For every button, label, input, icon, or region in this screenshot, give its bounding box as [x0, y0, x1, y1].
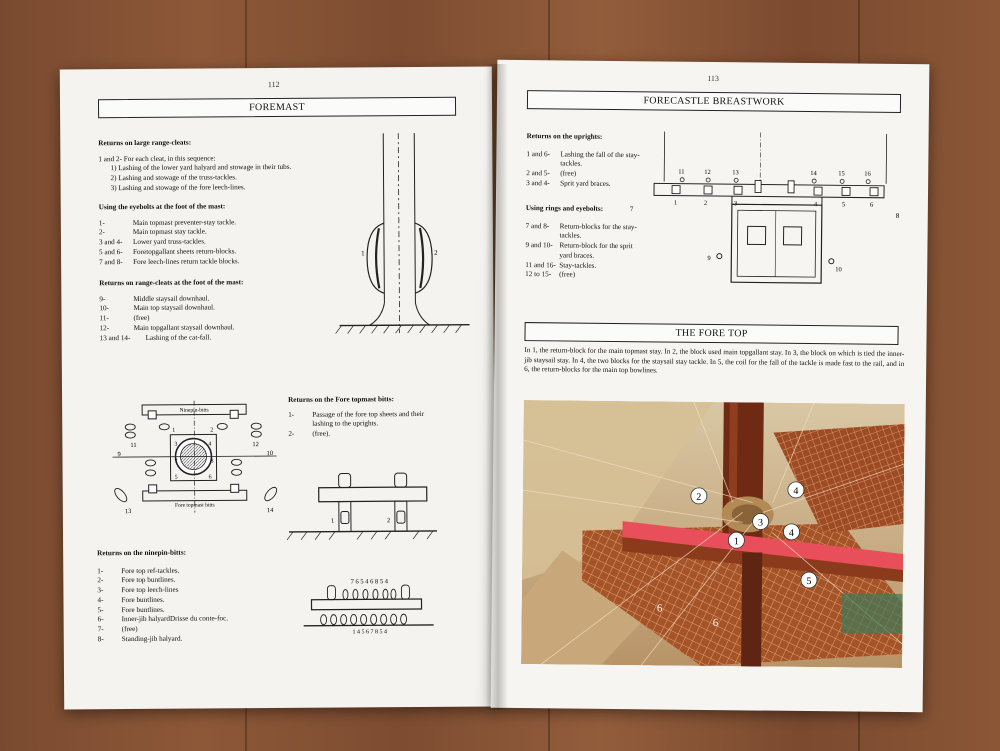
bw-label-3: 3 — [733, 200, 738, 208]
photo-marker-3: 3 — [758, 517, 764, 529]
item-key: 3- — [97, 586, 104, 595]
bitts-label-2: 2 — [386, 517, 391, 525]
bw-label-2: 2 — [703, 199, 708, 207]
photo-marker-6b: 6 — [712, 617, 719, 630]
item-key: 1- — [98, 218, 105, 227]
item-key: 1- — [97, 566, 104, 575]
list-item — [98, 634, 268, 645]
plan-label-7: 7 — [174, 458, 178, 465]
list-item — [288, 429, 428, 440]
item-value: (free) — [559, 270, 576, 279]
book-gutter — [486, 64, 508, 710]
photo-marker-4a: 4 — [793, 485, 799, 497]
fore-topmast-bitts-diagram — [283, 467, 444, 548]
bw-label-7: 7 — [629, 205, 634, 214]
item-value: Main topgallant staysail downhaul. — [133, 323, 235, 332]
bw-label-4: 4 — [813, 201, 818, 209]
bw-label-9: 9 — [707, 254, 711, 262]
mast-label-2: 2 — [434, 248, 438, 257]
list-item: 1) Lashing of the lower yard halyard and stowage in their tubs. — [110, 163, 292, 173]
item-value: Fore leech-lines return tackle blocks. — [133, 256, 240, 266]
fore-top-description: In 1, the return-block for the main topmast stay. In 2, the block used main topgallant stay. In 3, the block on which is tied the inner-jib staysail stay. In 4, the two blocks for the staysail stay tackle. In 5, the coil for the fall of the tackle is made fast to the rail, and in 6, the return-blocks for the main top bowlines. — [524, 346, 905, 375]
item-key: 7 and 8- — [99, 257, 123, 266]
range-cleats-section — [98, 138, 318, 194]
mast-foot-diagram — [328, 133, 479, 344]
item-value: Middle staysail downhaul. — [133, 294, 210, 303]
item-key: 1- — [288, 410, 295, 419]
section-heading: Returns on the Fore topmast bitts: — [288, 395, 394, 404]
plan-label-12: 12 — [252, 441, 259, 449]
item-key: 8- — [97, 634, 104, 644]
plan-label-6: 6 — [208, 474, 212, 481]
photo-marker-5: 5 — [806, 576, 812, 588]
item-key: 12- — [99, 324, 110, 333]
bw-label-5: 5 — [841, 201, 846, 209]
plan-label-4: 4 — [208, 441, 212, 448]
item-key: 2- — [288, 430, 295, 439]
item-key: 10- — [99, 304, 110, 313]
page-number: 112 — [267, 79, 280, 90]
ninepin-bitts-diagram — [283, 575, 443, 646]
item-value: Foretopgallant sheets return-blocks. — [133, 247, 237, 256]
item-value: (free) — [133, 314, 150, 323]
item-key: 13 and 14- — [99, 333, 131, 342]
eyebolts-section — [99, 202, 329, 268]
item-key: 7 and 8- — [525, 221, 550, 231]
plan-label-9: 9 — [117, 451, 121, 459]
item-value: Return-block for the sprit yard braces. — [559, 241, 633, 260]
page-number: 113 — [707, 73, 719, 84]
ninepin-bottom-numbers: 1 4 5 6 7 8 5 4 — [352, 629, 387, 636]
item-key: 4- — [97, 596, 104, 605]
plan-label-1: 1 — [172, 427, 176, 434]
item-key: 2- — [97, 576, 104, 585]
bw-label-15: 15 — [838, 170, 845, 178]
item-key: 9- — [99, 294, 106, 303]
photo-marker-2: 2 — [696, 491, 702, 503]
item-value: Return-blocks for the stay-tackles. — [559, 222, 637, 241]
item-value: (free) — [121, 625, 138, 634]
photo-marker-4b: 4 — [788, 527, 795, 539]
list-item — [100, 332, 340, 343]
item-key: 1 and 6- — [526, 149, 551, 159]
item-value: Main topmast preventer-stay tackle. — [132, 218, 237, 227]
item-value: Main topmast stay tackle. — [132, 227, 207, 237]
plan-label-11: 11 — [130, 441, 137, 450]
list-item: 2) Lashing and stowage of the truss-tackles. — [110, 173, 237, 183]
item-key: 5- — [97, 605, 104, 614]
breastwork-diagram — [623, 131, 915, 294]
item-value: Lashing of the cat-fall. — [145, 333, 212, 342]
section-heading: Returns on range-cleats at the foot of the mast: — [99, 278, 244, 288]
section-heading: Using the eyebolts at the foot of the mast: — [98, 202, 226, 212]
plan-label-5: 5 — [174, 474, 178, 481]
list-item: 3) Lashing and stowage of the fore leech-lines. — [110, 183, 246, 193]
item-value: Lashing the fall of the stay-tackles. — [560, 150, 640, 169]
item-value: Main top staysail downhaul. — [133, 303, 215, 313]
right-page — [491, 60, 930, 712]
left-page — [60, 66, 496, 709]
item-key: 3 and 4- — [98, 238, 123, 247]
item-value: Sprit yard braces. — [560, 179, 611, 188]
ninepin-section — [97, 548, 268, 645]
bw-label-6: 6 — [869, 201, 874, 209]
item-value: (free). — [312, 429, 331, 438]
item-value: Fore top ref-tackles. — [121, 566, 180, 575]
bw-label-13: 13 — [732, 169, 739, 177]
bw-label-12: 12 — [704, 168, 711, 176]
item-key: 2- — [98, 228, 105, 237]
item-key: 12 to 15- — [525, 270, 552, 279]
item-value: Lower yard truss-tackles. — [132, 237, 206, 247]
item-value: Inner-jib halyardDrisse du conte-foc. — [121, 614, 229, 624]
item-value: Stay-tackles. — [559, 261, 597, 270]
item-value: Standing-jib halyard. — [121, 634, 183, 643]
item-value: Fore buntlines. — [121, 605, 165, 614]
section-heading: Returns on large range-cleats: — [98, 138, 192, 148]
item-value: Fore top leech-lines — [121, 585, 179, 595]
section-title-foremast — [98, 97, 456, 118]
list-item — [99, 256, 329, 267]
plan-label-14: 14 — [266, 507, 274, 515]
foot-cleats-section — [99, 278, 339, 344]
bitts-label-1: 1 — [330, 517, 335, 525]
item-key: 2 and 5- — [526, 169, 550, 178]
bw-label-10: 10 — [835, 266, 842, 274]
bw-label-11: 11 — [678, 168, 685, 176]
section-heading: Using rings and eyebolts: — [525, 204, 604, 213]
item-value: (free) — [560, 169, 577, 178]
fore-topmast-bitts-label: Fore topmast bitts — [174, 502, 215, 509]
section-title-forecastle — [527, 90, 901, 113]
plan-label-13: 13 — [124, 508, 132, 516]
plan-label-3: 3 — [174, 441, 178, 448]
photo-marker-1: 1 — [733, 536, 739, 548]
photo-graphic — [521, 400, 905, 668]
title-text: FORECASTLE BREASTWORK — [643, 95, 785, 108]
ninepin-plan-diagram — [90, 400, 301, 516]
plan-label-2: 2 — [210, 427, 214, 434]
plan-label-10: 10 — [266, 450, 273, 458]
item-key: 9 and 10- — [525, 241, 553, 250]
title-text: THE FORE TOP — [675, 327, 748, 340]
mast-label-1: 1 — [361, 249, 365, 258]
bw-label-14: 14 — [810, 170, 817, 178]
item-key: 6- — [97, 615, 104, 624]
item-key: 11 and 16- — [525, 260, 556, 269]
bw-label-16: 16 — [864, 170, 871, 178]
fore-top-photo — [521, 400, 905, 668]
item-key: 11- — [99, 314, 109, 323]
list-item — [288, 410, 428, 430]
bw-label-1: 1 — [673, 199, 678, 207]
bitts-section — [288, 395, 428, 440]
section-heading: Returns on the ninepin-bitts: — [97, 548, 187, 558]
photo-marker-6a: 6 — [656, 602, 663, 615]
item-key: 3 and 4- — [526, 178, 550, 188]
list-intro: 1 and 2- For each cleat, in this sequence: — [98, 154, 216, 163]
item-value: Fore buntlines. — [121, 595, 165, 604]
plan-label-8: 8 — [210, 458, 214, 465]
title-text: FOREMAST — [249, 101, 305, 114]
item-key: 7- — [97, 625, 104, 634]
section-title-fore-top — [524, 322, 898, 345]
item-value: Passage of the fore top sheets and their lashing to the uprights. — [312, 409, 425, 429]
item-value: Fore top buntlines. — [121, 576, 176, 585]
section-heading: Returns on the uprights: — [526, 132, 603, 141]
ninepin-bitts-label: Ninepin-bitts — [179, 407, 209, 414]
ninepin-top-numbers: 7 6 5 4 6 8 5 4 — [350, 578, 389, 586]
item-key: 5 and 6- — [99, 247, 123, 257]
bw-label-8: 8 — [895, 211, 900, 220]
